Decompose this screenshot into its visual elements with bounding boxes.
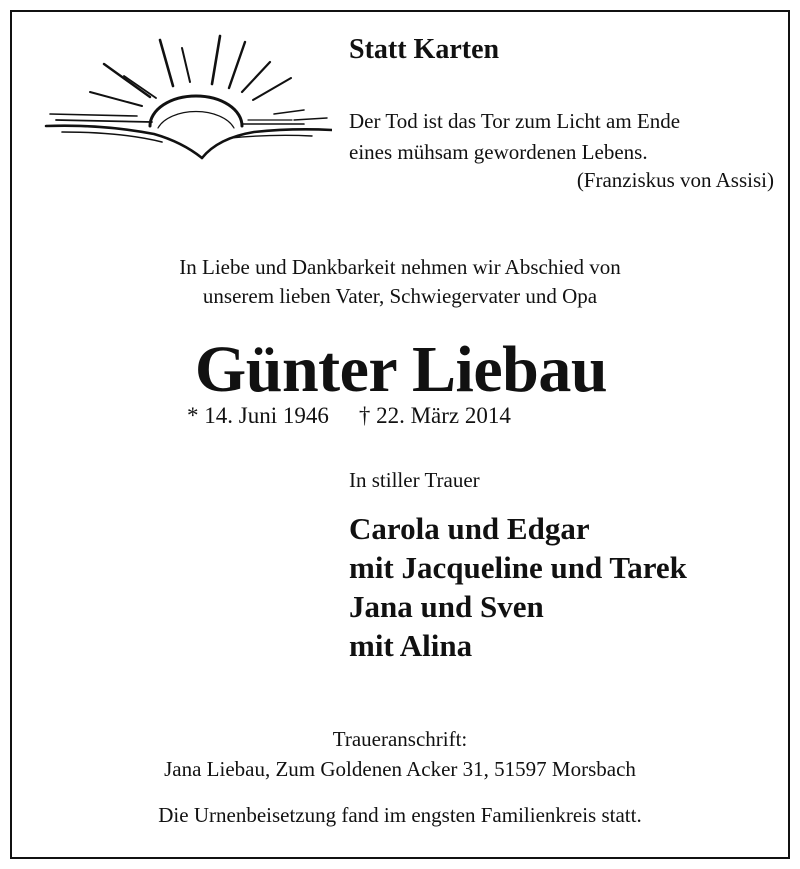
intro-line-2: unserem lieben Vater, Schwiegervater und Opa	[202, 284, 598, 308]
mourning-label: In stiller Trauer	[349, 468, 480, 492]
family-member: mit Jacqueline und Tarek	[349, 550, 687, 585]
address-label: Traueranschrift:	[332, 727, 468, 751]
rising-sun-icon	[42, 34, 332, 164]
mourning-address: Jana Liebau, Zum Goldenen Acker 31, 51597 Morsbach	[164, 757, 636, 781]
intro-line-1: In Liebe und Dankbarkeit nehmen wir Abschied von	[179, 255, 621, 279]
obituary-notice	[10, 10, 790, 859]
deceased-name: Günter Liebau	[194, 333, 608, 406]
family-member: Carola und Edgar	[349, 511, 590, 546]
quote-line-1: Der Tod ist das Tor zum Licht am Ende	[349, 109, 681, 133]
notice-heading: Statt Karten	[349, 34, 500, 65]
life-dates	[187, 403, 511, 429]
birth-date: * 14. Juni 1946	[187, 403, 329, 428]
burial-note: Die Urnenbeisetzung fand im engsten Familienkreis statt.	[158, 803, 642, 827]
quote-text	[349, 106, 680, 168]
family-member: Jana und Sven	[349, 589, 544, 624]
quote-author: (Franziskus von Assisi)	[576, 168, 774, 192]
quote-line-2: eines mühsam gewordenen Lebens.	[349, 140, 648, 164]
family-member: mit Alina	[349, 628, 473, 663]
farewell-intro	[12, 253, 788, 311]
family-list	[349, 509, 687, 665]
death-date: † 22. März 2014	[358, 403, 511, 428]
